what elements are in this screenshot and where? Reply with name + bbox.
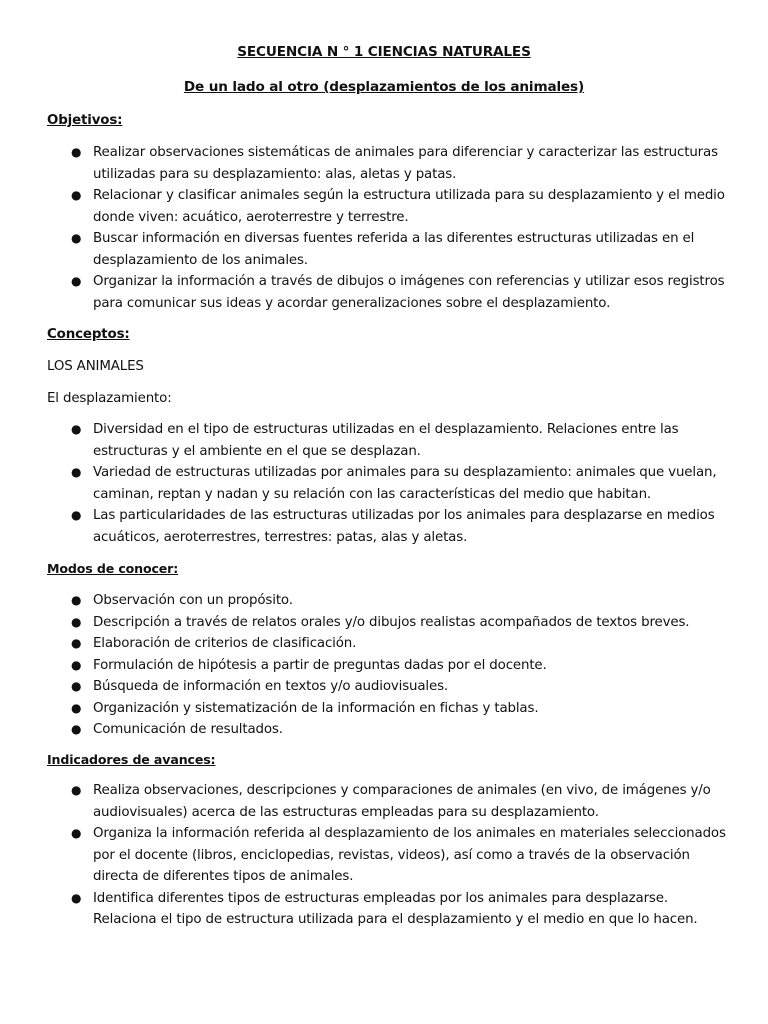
conceptos-subheading: LOS ANIMALES (47, 359, 144, 374)
list-item: ● Observación con un propósito. (71, 593, 293, 608)
document-title: SECUENCIA N ° 1 CIENCIAS NATURALES (237, 44, 531, 60)
list-item: ● Diversidad en el tipo de estructuras utilizadas en el desplazamiento. Relaciones entre las estructuras y el ambiente en el que se desplazan. (71, 422, 679, 459)
list-item: ● Realizar observaciones sistemáticas de animales para diferenciar y caracterizar las estructuras utilizadas para su desplazamiento: alas, aletas y patas. (71, 145, 718, 182)
modos-list (0, 590, 768, 741)
list-item: ● Descripción a través de relatos orales y/o dibujos realistas acompañados de textos breves. (71, 614, 690, 630)
list-item: ● Organización y sistematización de la información en fichas y tablas. (71, 700, 539, 716)
indicadores-list (0, 780, 768, 931)
list-item: ● Organiza la información referida al desplazamiento de los animales en materiales seleccionados por el docente (libros, enciclopedias, revistas, videos), así como a través de la observación directa de diferentes tipos de animales. (71, 826, 726, 884)
modos-heading: Modos de conocer: (47, 561, 179, 576)
conceptos-list (0, 419, 768, 548)
list-item: ● Buscar información en diversas fuentes referida a las diferentes estructuras utilizadas en el desplazamiento de los animales. (71, 231, 695, 268)
conceptos-intro: El desplazamiento: (47, 391, 172, 406)
list-item: ● Búsqueda de información en textos y/o audiovisuales. (71, 679, 449, 694)
list-item: ● Formulación de hipótesis a partir de preguntas dadas por el docente. (71, 657, 547, 673)
indicadores-heading: Indicadores de avances: (47, 752, 216, 767)
document-subtitle: De un lado al otro (desplazamientos de los animales) (183, 79, 585, 95)
conceptos-heading: Conceptos: (47, 327, 130, 342)
objetivos-heading: Objetivos: (47, 113, 123, 128)
list-item: ● Identifica diferentes tipos de estructuras empleadas por los animales para desplazarse. Relaciona el tipo de estructura utilizada para el desplazamiento y el medio en que lo hacen. (71, 890, 698, 927)
list-item: ● Organizar la información a través de dibujos o imágenes con referencias y utilizar esos registros para comunicar sus ideas y acordar generalizaciones sobre el desplazamiento. (71, 274, 725, 311)
list-item: ● Relacionar y clasificar animales según la estructura utilizada para su desplazamiento y el medio donde viven: acuático, aeroterrestre y terrestre. (71, 188, 725, 225)
list-item: ● Realiza observaciones, descripciones y comparaciones de animales (en vivo, de imágenes y/o audiovisuales) acerca de las estructuras empleadas para su desplazamiento. (71, 783, 711, 820)
list-item: ● Elaboración de criterios de clasificación. (71, 636, 357, 651)
list-item: ● Las particularidades de las estructuras utilizadas por los animales para desplazarse en medios acuáticos, aeroterrestres, terrestres: patas, alas y aletas. (71, 508, 715, 545)
list-item: ● Variedad de estructuras utilizadas por animales para su desplazamiento: animales que vuelan, caminan, reptan y nadan y su relación con las características del medio que habitan. (71, 465, 717, 502)
objetivos-list (0, 142, 768, 314)
list-item: ● Comunicación de resultados. (71, 722, 283, 737)
